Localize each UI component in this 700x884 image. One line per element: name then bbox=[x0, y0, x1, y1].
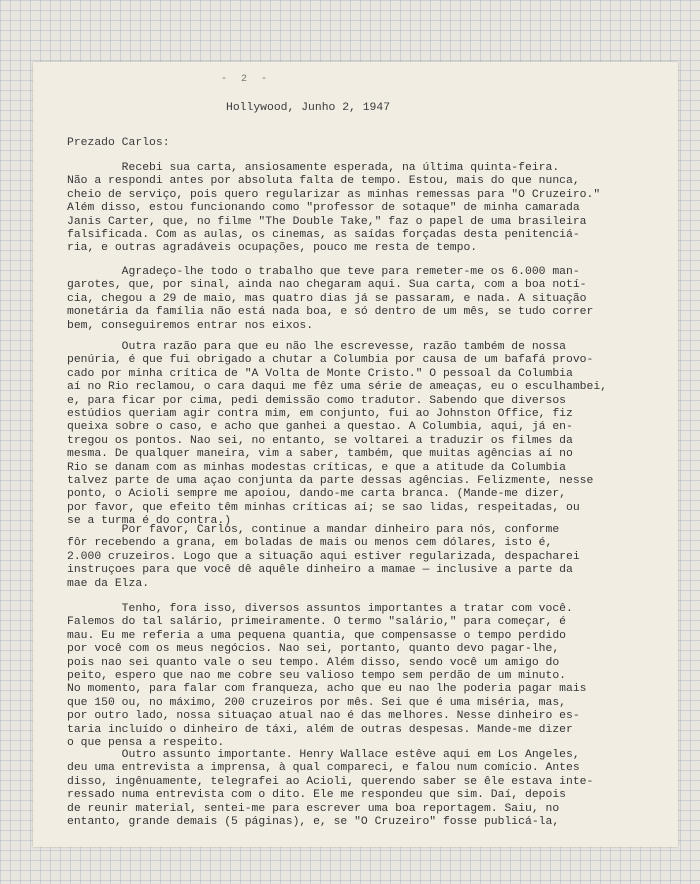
paragraph-2 bbox=[67, 266, 667, 333]
text-line: que 150 ou, no máximo, 200 cruzeiros por mês. Sei que é uma miséria, mas, bbox=[67, 696, 566, 709]
text-line: garotes, que, por sinal, ainda nao chegaram aqui. Sua carta, com a boa notí- bbox=[67, 279, 587, 292]
text-line: taria incluído o dinheiro de táxi, além de outras despesas. Mande-me dizer bbox=[67, 723, 573, 736]
text-line: tregou os pontos. Nao sei, no entanto, se voltarei a traduzir os filmes da bbox=[67, 434, 573, 447]
text-line: se a turma é do contra.) bbox=[67, 515, 232, 528]
typewritten-letter-page bbox=[33, 62, 678, 847]
text-line: Janis Carter, que, no filme "The Double Take," faz o papel de uma brasileira bbox=[67, 215, 587, 228]
text-line: cia, chegou a 29 de maio, mas quatro dias já se passaram, e nada. A situação bbox=[67, 292, 587, 305]
text-line: Não a respondi antes por absoluta falta de tempo. Estou, mais do que nunca, bbox=[67, 175, 580, 188]
text-line: por favor, que efeito têm minhas críticas aí; se sao lidas, respeitadas, ou bbox=[67, 501, 580, 514]
text-line: ponto, o Acioli sempre me apoiou, dando-me carta branca. (Mande-me dizer, bbox=[67, 488, 566, 501]
text-line: de reunir material, sentei-me para escrever uma boa reportagem. Saiu, no bbox=[67, 802, 560, 815]
text-line: entanto, grande demais (5 páginas), e, se "O Cruzeiro" fosse publicá-la, bbox=[67, 815, 560, 828]
text-line: aí no Rio reclamou, o cara daqui me fêz uma série de ameaças, eu o esculhambei, bbox=[67, 381, 608, 394]
text-line: penúria, é que fui obrigado a chutar a Columbia por causa de um bafafá provo- bbox=[67, 354, 594, 367]
text-line: instruçoes para que você dê aquêle dinheiro a mamae — inclusive a parte da bbox=[67, 564, 573, 577]
text-line: pois nao sei quanto vale o seu tempo. Além disso, sendo você um amigo do bbox=[67, 656, 560, 669]
text-line: talvez parte de uma açao conjunta da parte dessas agências. Felizmente, nesse bbox=[67, 474, 594, 487]
letter-dateline: Hollywood, Junho 2, 1947 bbox=[226, 102, 391, 114]
page-number: - 2 - bbox=[221, 74, 272, 85]
text-line: Outro assunto importante. Henry Wallace estêve aqui em Los Angeles, bbox=[67, 749, 580, 761]
paragraph-3 bbox=[67, 341, 667, 528]
text-line: bem, conseguiremos entrar nos eixos. bbox=[67, 319, 314, 332]
text-line: mau. Eu me referia a uma pequena quantia, que compensasse o tempo perdido bbox=[67, 629, 566, 642]
text-line: cado por minha crítica de "A Volta de Monte Cristo." O pessoal da Columbia bbox=[67, 367, 573, 380]
text-line: Falemos do tal salário, primeiramente. O termo "salário," para começar, é bbox=[67, 616, 566, 629]
text-line: falsificada. Com as aulas, os cinemas, as saídas forçadas desta penitenciá- bbox=[67, 228, 580, 241]
paragraph-4 bbox=[67, 524, 667, 591]
text-line: por você com os meus negócios. Nao sei, portanto, quanto devo pagar-lhe, bbox=[67, 643, 560, 656]
text-line: estúdios queriam agir contra mim, em conjunto, fui ao Johnston Office, fiz bbox=[67, 407, 573, 420]
text-line: ria, e outras agradáveis ocupações, pouco me resta de tempo. bbox=[67, 242, 478, 255]
text-line: Outra razão para que eu não lhe escrevesse, razão também de nossa bbox=[67, 341, 566, 353]
text-line: No momento, para falar com franqueza, acho que eu nao lhe poderia pagar mais bbox=[67, 683, 587, 696]
text-line: Por favor, Carlos, continue a mandar dinheiro para nós, conforme bbox=[67, 524, 560, 536]
text-line: 2.000 cruzeiros. Logo que a situação aqui estiver regularizada, despacharei bbox=[67, 550, 580, 563]
text-line: Tenho, fora isso, diversos assuntos importantes a tratar com você. bbox=[67, 603, 573, 615]
text-line: peito, espero que nao me cobre seu valioso tempo sem perdão de um minuto. bbox=[67, 669, 566, 682]
text-line: Além disso, estou funcionando como "professor de sotaque" de minha camarada bbox=[67, 202, 580, 215]
text-line: mae da Elza. bbox=[67, 577, 150, 590]
paragraph-6 bbox=[67, 749, 667, 829]
text-line: Recebi sua carta, ansiosamente esperada, na última quinta-feira. bbox=[67, 162, 560, 174]
letter-salutation: Prezado Carlos: bbox=[67, 137, 170, 149]
text-line: fôr recebendo a grana, em boladas de mais ou menos cem dólares, isto é, bbox=[67, 537, 553, 550]
text-line: Rio se danam com as minhas modestas críticas, e que a atitude da Columbia bbox=[67, 461, 566, 474]
paragraph-1 bbox=[67, 162, 667, 256]
text-line: disso, ingênuamente, telegrafei ao Acioli, querendo saber se êle estava inte- bbox=[67, 775, 594, 788]
text-line: deu uma entrevista a imprensa, à qual compareci, e falou num comício. Antes bbox=[67, 762, 580, 775]
text-line: queixa sobre o caso, e acho que ganhei a questao. A Columbia, aqui, já en- bbox=[67, 421, 573, 434]
text-line: por outro lado, nossa situaçao atual nao é das melhores. Nesse dinheiro es- bbox=[67, 710, 580, 723]
text-line: e, para ficar por cima, pedi demissão como tradutor. Sabendo que diversos bbox=[67, 394, 566, 407]
text-line: Agradeço-lhe todo o trabalho que teve para remeter-me os 6.000 man- bbox=[67, 266, 580, 278]
paragraph-5 bbox=[67, 603, 667, 750]
text-line: cheio de serviço, pois quero regularizar as minhas remessas para "O Cruzeiro." bbox=[67, 188, 601, 201]
text-line: mesma. De qualquer maneira, vim a saber, também, que muitas agências aí no bbox=[67, 448, 573, 461]
text-line: ressado numa entrevista com o dito. Êle me respondeu que sim. Daí, depois bbox=[67, 789, 566, 802]
text-line: o que pensa a respeito. bbox=[67, 736, 225, 749]
text-line: monetária da família não está nada boa, e só dentro de um mês, se tudo correr bbox=[67, 306, 594, 319]
